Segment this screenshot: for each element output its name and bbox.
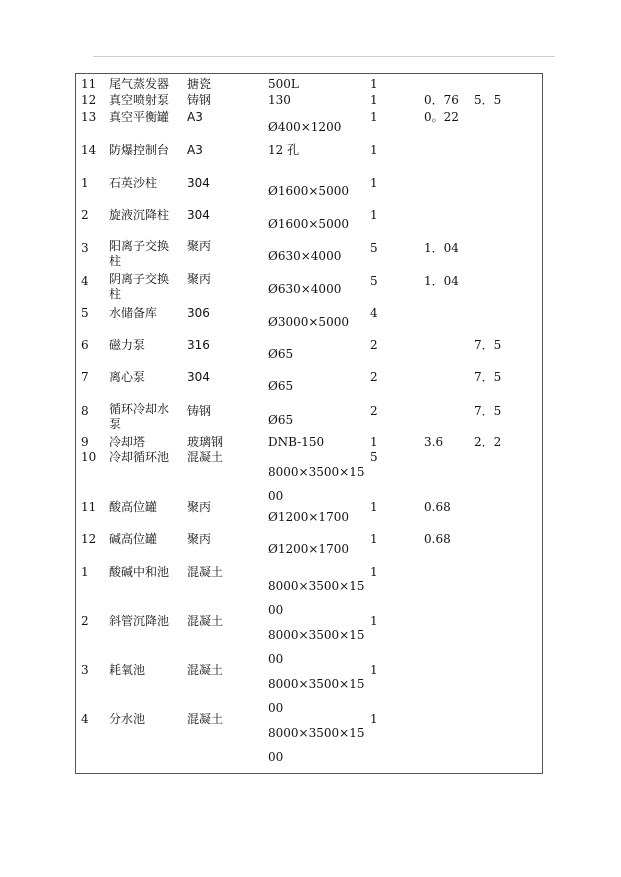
material: 聚丙 (187, 500, 212, 514)
value-a: 3.6 (424, 435, 444, 449)
row-number: 7 (81, 370, 89, 384)
value-a: 0.68 (424, 532, 451, 546)
equipment-name: 尾气蒸发器 (109, 77, 170, 91)
quantity: 1 (370, 93, 378, 107)
specification (268, 623, 364, 671)
row-number: 10 (81, 450, 97, 464)
equipment-name: 阳离子交换柱 (109, 239, 170, 268)
specification: Ø3000×5000 (268, 315, 349, 329)
quantity: 1 (370, 712, 378, 726)
specification: Ø65 (268, 347, 294, 361)
material: 搪瓷 (187, 77, 212, 91)
specification: Ø1200×1700 (268, 542, 349, 556)
equipment-name: 酸碱中和池 (109, 565, 170, 579)
specification: 12 孔 (268, 143, 300, 157)
specification-line: 8000×3500×15 (268, 677, 365, 691)
quantity: 1 (370, 500, 378, 514)
quantity: 1 (370, 176, 378, 190)
row-number: 5 (81, 306, 89, 320)
specification-line: 00 (268, 652, 284, 666)
value-a: 1．04 (424, 241, 459, 255)
quantity: 5 (370, 241, 378, 255)
specification-line: 8000×3500×15 (268, 628, 365, 642)
value-a: 0。22 (424, 110, 459, 124)
row-number: 4 (81, 274, 89, 288)
specification: 500L (268, 77, 299, 91)
quantity: 5 (370, 274, 378, 288)
specification: 130 (268, 93, 291, 107)
material: 铸钢 (187, 404, 212, 418)
quantity: 1 (370, 532, 378, 546)
material: 聚丙 (187, 532, 212, 546)
material: 铸钢 (187, 93, 212, 107)
material: 混凝土 (187, 614, 224, 628)
material: 混凝土 (187, 450, 224, 464)
row-number: 11 (81, 500, 97, 514)
value-b: 7．5 (474, 370, 502, 384)
equipment-name: 旋液沉降柱 (109, 208, 170, 222)
specification: Ø630×4000 (268, 249, 342, 263)
material: A3 (187, 110, 203, 124)
row-number: 9 (81, 435, 89, 449)
equipment-name: 冷却循环池 (109, 450, 170, 464)
row-number: 4 (81, 712, 89, 726)
quantity: 1 (370, 143, 378, 157)
specification-line: 00 (268, 603, 284, 617)
equipment-name: 磁力泵 (109, 338, 146, 352)
specification-line: 00 (268, 701, 284, 715)
quantity: 2 (370, 338, 378, 352)
row-number: 11 (81, 77, 97, 91)
material: 304 (187, 370, 210, 384)
quantity: 5 (370, 450, 378, 464)
specification: Ø1600×5000 (268, 184, 349, 198)
specification-line: 8000×3500×15 (268, 579, 365, 593)
value-b: 7．5 (474, 404, 502, 418)
specification-line: 8000×3500×15 (268, 465, 365, 479)
specification: Ø400×1200 (268, 120, 342, 134)
material: 玻璃钢 (187, 435, 224, 449)
row-number: 2 (81, 614, 89, 628)
equipment-name: 酸高位罐 (109, 500, 158, 514)
value-b: 2．2 (474, 435, 502, 449)
specification: Ø630×4000 (268, 282, 342, 296)
material: 混凝土 (187, 712, 224, 726)
material: 304 (187, 176, 210, 190)
specification: Ø65 (268, 379, 294, 393)
specification-line: 8000×3500×15 (268, 726, 365, 740)
equipment-name: 冷却塔 (109, 435, 146, 449)
row-number: 6 (81, 338, 89, 352)
material: 混凝土 (187, 565, 224, 579)
quantity: 1 (370, 663, 378, 677)
equipment-name: 离心泵 (109, 370, 146, 384)
row-number: 1 (81, 176, 89, 190)
specification-line: 00 (268, 489, 284, 503)
specification: Ø65 (268, 413, 294, 427)
specification: Ø1200×1700 (268, 510, 349, 524)
row-number: 12 (81, 532, 97, 546)
quantity: 1 (370, 110, 378, 124)
material: 306 (187, 306, 210, 320)
quantity: 1 (370, 435, 378, 449)
equipment-name: 耗氧池 (109, 663, 146, 677)
equipment-name: 真空喷射泵 (109, 93, 170, 107)
equipment-name: 防爆控制台 (109, 143, 170, 157)
value-a: 1．04 (424, 274, 459, 288)
specification (268, 721, 364, 769)
material: 聚丙 (187, 239, 212, 253)
row-number: 12 (81, 93, 97, 107)
equipment-name: 阴离子交换柱 (109, 272, 170, 301)
material: A3 (187, 143, 203, 157)
specification (268, 460, 364, 508)
value-a: 0．76 (424, 93, 459, 107)
value-b: 7．5 (474, 338, 502, 352)
quantity: 2 (370, 370, 378, 384)
equipment-name: 分水池 (109, 712, 146, 726)
equipment-name: 斜管沉降池 (109, 614, 170, 628)
header-rule (93, 56, 555, 57)
quantity: 4 (370, 306, 378, 320)
quantity: 1 (370, 77, 378, 91)
row-number: 13 (81, 110, 97, 124)
material: 304 (187, 208, 210, 222)
row-number: 3 (81, 663, 89, 677)
specification (268, 574, 364, 622)
value-b: 5．5 (474, 93, 502, 107)
row-number: 2 (81, 208, 89, 222)
row-number: 8 (81, 404, 89, 418)
specification: Ø1600×5000 (268, 217, 349, 231)
material: 聚丙 (187, 272, 212, 286)
equipment-name: 真空平衡罐 (109, 110, 170, 124)
row-number: 1 (81, 565, 89, 579)
quantity: 1 (370, 614, 378, 628)
row-number: 14 (81, 143, 97, 157)
material: 混凝土 (187, 663, 224, 677)
quantity: 1 (370, 208, 378, 222)
quantity: 1 (370, 565, 378, 579)
specification-line: 00 (268, 750, 284, 764)
material: 316 (187, 338, 210, 352)
row-number: 3 (81, 241, 89, 255)
equipment-name: 碱高位罐 (109, 532, 158, 546)
quantity: 2 (370, 404, 378, 418)
specification: DNB-150 (268, 435, 325, 449)
equipment-name: 水储备库 (109, 306, 158, 320)
equipment-name: 石英沙柱 (109, 176, 158, 190)
equipment-name: 循环冷却水泵 (109, 402, 170, 431)
specification (268, 672, 364, 720)
value-a: 0.68 (424, 500, 451, 514)
